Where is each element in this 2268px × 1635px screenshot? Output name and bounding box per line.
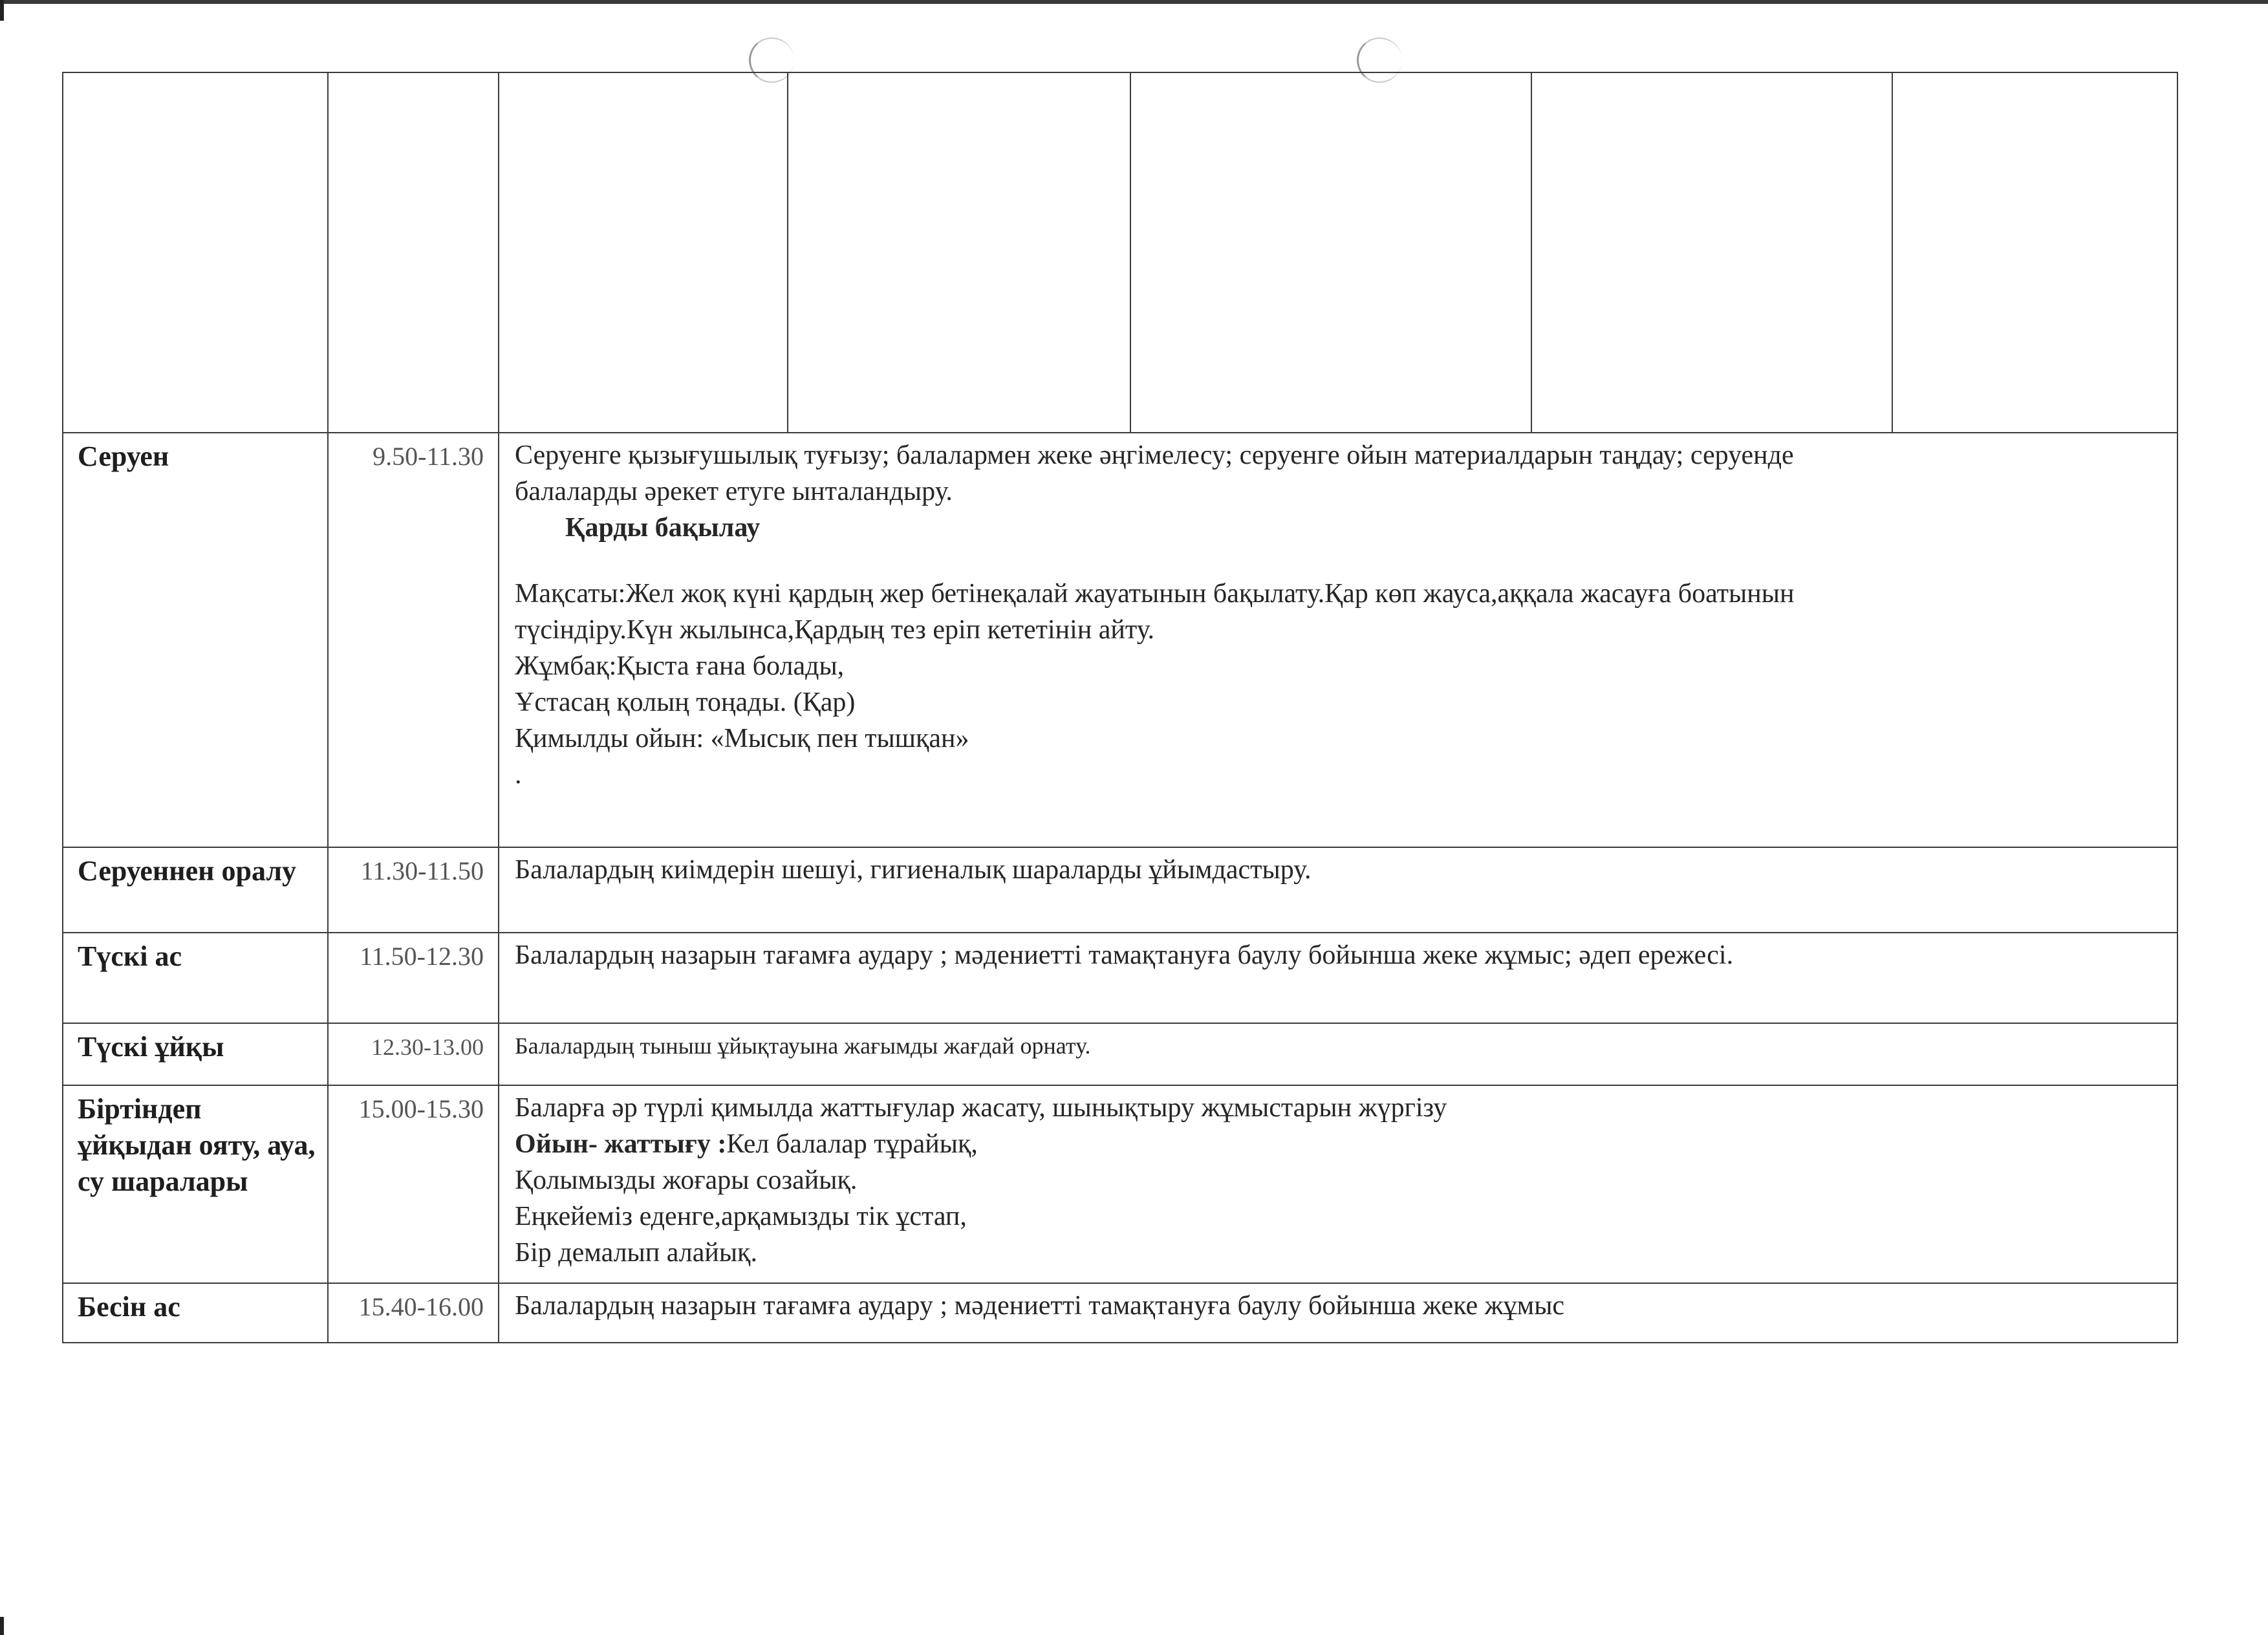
table-row-return-from-walk: [63, 847, 2177, 933]
table-cell-empty: [499, 72, 788, 433]
activity-time: 11.50-12.30: [328, 933, 499, 1023]
activity-name: Бесін ас: [63, 1283, 328, 1343]
activity-description: [499, 433, 2177, 847]
activity-time: 12.30-13.00: [328, 1023, 499, 1085]
observation-title: Қарды бақылау: [565, 513, 761, 543]
scan-edge-top: [0, 0, 2268, 4]
description-line: Балалардың назарын тағамға аудару ; мәдениетті тамақтануға баулу бойынша жеке жұмыс; әдеп ережесі.: [515, 940, 1734, 970]
scan-edge-mark-bottom: [0, 1617, 4, 1635]
table-row-continuation: [63, 72, 2177, 433]
game-text: Кел балалар тұрайық,: [726, 1129, 978, 1159]
table-cell-empty: [1892, 72, 2177, 433]
detail-line: Қимылды ойын: «Мысық пен тышқан»: [515, 724, 969, 753]
description-line: балаларды әрекет етуге ынталандыру.: [515, 477, 953, 506]
activity-description: [499, 1023, 2177, 1085]
game-line: [515, 1126, 2164, 1162]
table-row-walk: [63, 433, 2177, 847]
description-line: Балалардың тыныш ұйықтауына жағымды жағдай орнату.: [515, 1033, 1091, 1059]
activity-description: [499, 933, 2177, 1023]
detail-line: Жұмбақ:Қыста ғана болады,: [515, 651, 845, 681]
activity-name: Түскі ұйқы: [63, 1023, 328, 1085]
game-line: Еңкейеміз еденге,арқамызды тік ұстап,: [515, 1202, 967, 1231]
detail-line: түсіндіру.Күн жылынса,Қардың тез еріп кететінін айту.: [515, 615, 1155, 645]
activity-name: Түскі ас: [63, 933, 328, 1023]
table-row-wake-up: [63, 1085, 2177, 1283]
table-cell-empty: [788, 72, 1130, 433]
activity-time: 15.00-15.30: [328, 1085, 499, 1283]
activity-description: [499, 1283, 2177, 1343]
description-line: Баларға әр түрлі қимылда жаттығулар жасату, шынықтыру жұмыстарын жүргізу: [515, 1093, 1447, 1123]
activity-time: 11.30-11.50: [328, 847, 499, 933]
detail-line: Мақсаты:Жел жоқ күні қардың жер бетінеқалай жауатынын бақылату.Қар көп жауса,аққала жасауға боатынын: [515, 579, 1795, 609]
table-cell-empty: [1130, 72, 1531, 433]
table-cell-empty: [63, 72, 328, 433]
activity-name: Біртіндеп ұйқыдан ояту, ауа, су шаралары: [63, 1085, 328, 1283]
table-row-lunch: [63, 933, 2177, 1023]
activity-time: 9.50-11.30: [328, 433, 499, 847]
activity-time: 15.40-16.00: [328, 1283, 499, 1343]
activity-name: Серуеннен оралу: [63, 847, 328, 933]
game-line: Қолымызды жоғары созайық.: [515, 1165, 858, 1195]
table-row-afternoon-snack: [63, 1283, 2177, 1343]
scan-edge-mark-top: [0, 0, 4, 21]
activity-name: Серуен: [63, 433, 328, 847]
table-cell-empty: [328, 72, 499, 433]
game-label: Ойын- жаттығу :: [515, 1129, 727, 1159]
detail-line: .: [515, 760, 522, 790]
game-line: Бір демалып алайық.: [515, 1238, 757, 1268]
daily-schedule-table: [62, 72, 2178, 1343]
activity-description: [499, 847, 2177, 933]
table-row-nap: [63, 1023, 2177, 1085]
description-line: Балалардың киімдерін шешуі, гигиеналық шараларды ұйымдастыру.: [515, 855, 1312, 885]
activity-description: [499, 1085, 2177, 1283]
description-line: Балалардың назарын тағамға аудару ; мәдениетті тамақтануға баулу бойынша жеке жұмыс: [515, 1291, 1565, 1321]
table-cell-empty: [1531, 72, 1892, 433]
description-line: Серуенге қызығушылық туғызу; балалармен жеке әңгімелесу; серуенге ойын материалдарын таңдау; серуенде: [515, 440, 1794, 470]
detail-line: Ұстасаң қолың тоңады. (Қар): [515, 688, 856, 717]
